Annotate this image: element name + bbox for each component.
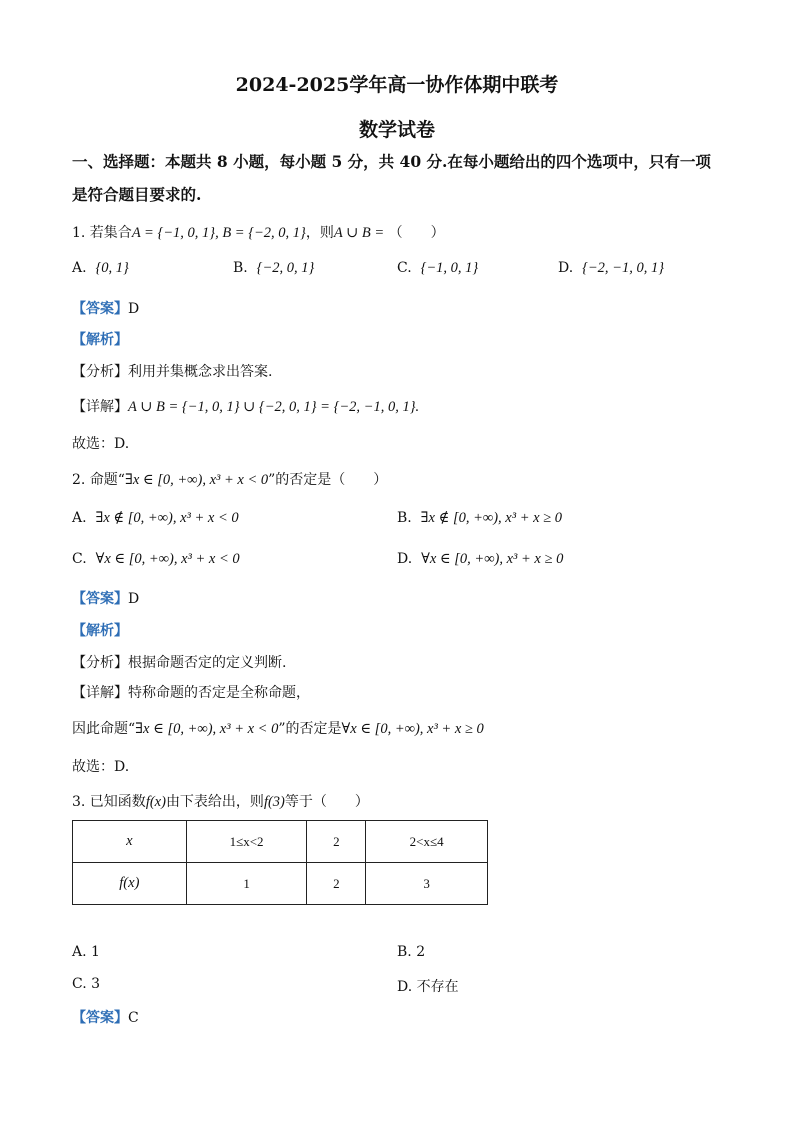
table-cell: 1 <box>186 863 307 905</box>
q2-option-d: D. ∀x ∈ [0, +∞), x³ + x ≥ 0 <box>397 551 564 567</box>
page-subtitle: 数学试卷 <box>358 119 435 141</box>
q1-answer: 【答案】D <box>72 301 140 317</box>
q2-stem: 2. 命题“∃x ∈ [0, +∞), x³ + x < 0”的否定是（ ） <box>72 472 388 488</box>
page-title: 2024-2025学年高一协作体期中联考 <box>235 74 559 96</box>
q1-option-d: D. {−2, −1, 0, 1} <box>558 260 665 276</box>
q1-option-a: A. {0, 1} <box>72 260 129 276</box>
q1-guxuan: 故选：D. <box>72 436 130 452</box>
q1-stem-prefix: 1. 若集合 <box>72 225 132 241</box>
table-row <box>73 863 488 905</box>
section-heading-line2: 是符合题目要求的. <box>72 185 202 204</box>
q1-stem-paren: （ ） <box>388 225 445 241</box>
table-cell: 3 <box>366 863 488 905</box>
q2-reason: 因此命题“∃x ∈ [0, +∞), x³ + x < 0”的否定是∀x ∈ [0, +∞), x³ + x ≥ 0 <box>72 721 484 737</box>
q3-answer: 【答案】C <box>72 1010 139 1026</box>
q3-option-c: C. 3 <box>72 976 101 992</box>
table-cell: 2<x≤4 <box>366 821 488 863</box>
q1-stem-math: A = {−1, 0, 1}, B = {−2, 0, 1} <box>131 225 306 241</box>
table-cell: 2 <box>307 863 366 905</box>
table-cell: 2 <box>307 821 366 863</box>
q1-jiexi: 【解析】 <box>72 332 128 348</box>
q1-option-b: B. {−2, 0, 1} <box>233 260 315 276</box>
q1-xiangjie: 【详解】A ∪ B = {−1, 0, 1} ∪ {−2, 0, 1} = {−2, −1, 0, 1}. <box>72 399 420 415</box>
section-heading-line1: 一、选择题：本题共 8 小题，每小题 5 分，共 40 分.在每小题给出的四个选项中，只有一项 <box>72 152 711 171</box>
q2-xiangjie: 【详解】特称命题的否定是全称命题， <box>72 685 310 701</box>
q3-stem: 3. 已知函数f(x)由下表给出，则f(3)等于（ ） <box>72 794 369 810</box>
q2-option-c: C. ∀x ∈ [0, +∞), x³ + x < 0 <box>72 551 240 567</box>
q3-option-b: B. 2 <box>397 944 426 960</box>
table-cell: x <box>73 821 187 863</box>
q2-option-b: B. ∃x ∉ [0, +∞), x³ + x ≥ 0 <box>397 510 562 526</box>
q3-function-table <box>72 820 488 905</box>
q2-option-a: A. ∃x ∉ [0, +∞), x³ + x < 0 <box>72 510 239 526</box>
q2-fenxi: 【分析】根据命题否定的定义判断. <box>72 655 287 671</box>
q3-option-d: D. 不存在 <box>397 979 459 995</box>
q1-stem-mid: ，则 <box>305 225 334 241</box>
q2-jiexi: 【解析】 <box>72 623 128 639</box>
table-cell: f(x) <box>73 863 187 905</box>
q1-stem-math2: A ∪ B = <box>333 225 385 241</box>
q1-fenxi: 【分析】利用并集概念求出答案. <box>72 364 273 380</box>
q1-option-c: C. {−1, 0, 1} <box>397 260 479 276</box>
table-row <box>73 821 488 863</box>
q2-guxuan: 故选：D. <box>72 759 130 775</box>
table-cell: 1≤x<2 <box>186 821 307 863</box>
q1-stem <box>72 222 445 242</box>
q3-option-a: A. 1 <box>72 944 100 960</box>
q2-answer: 【答案】D <box>72 591 140 607</box>
